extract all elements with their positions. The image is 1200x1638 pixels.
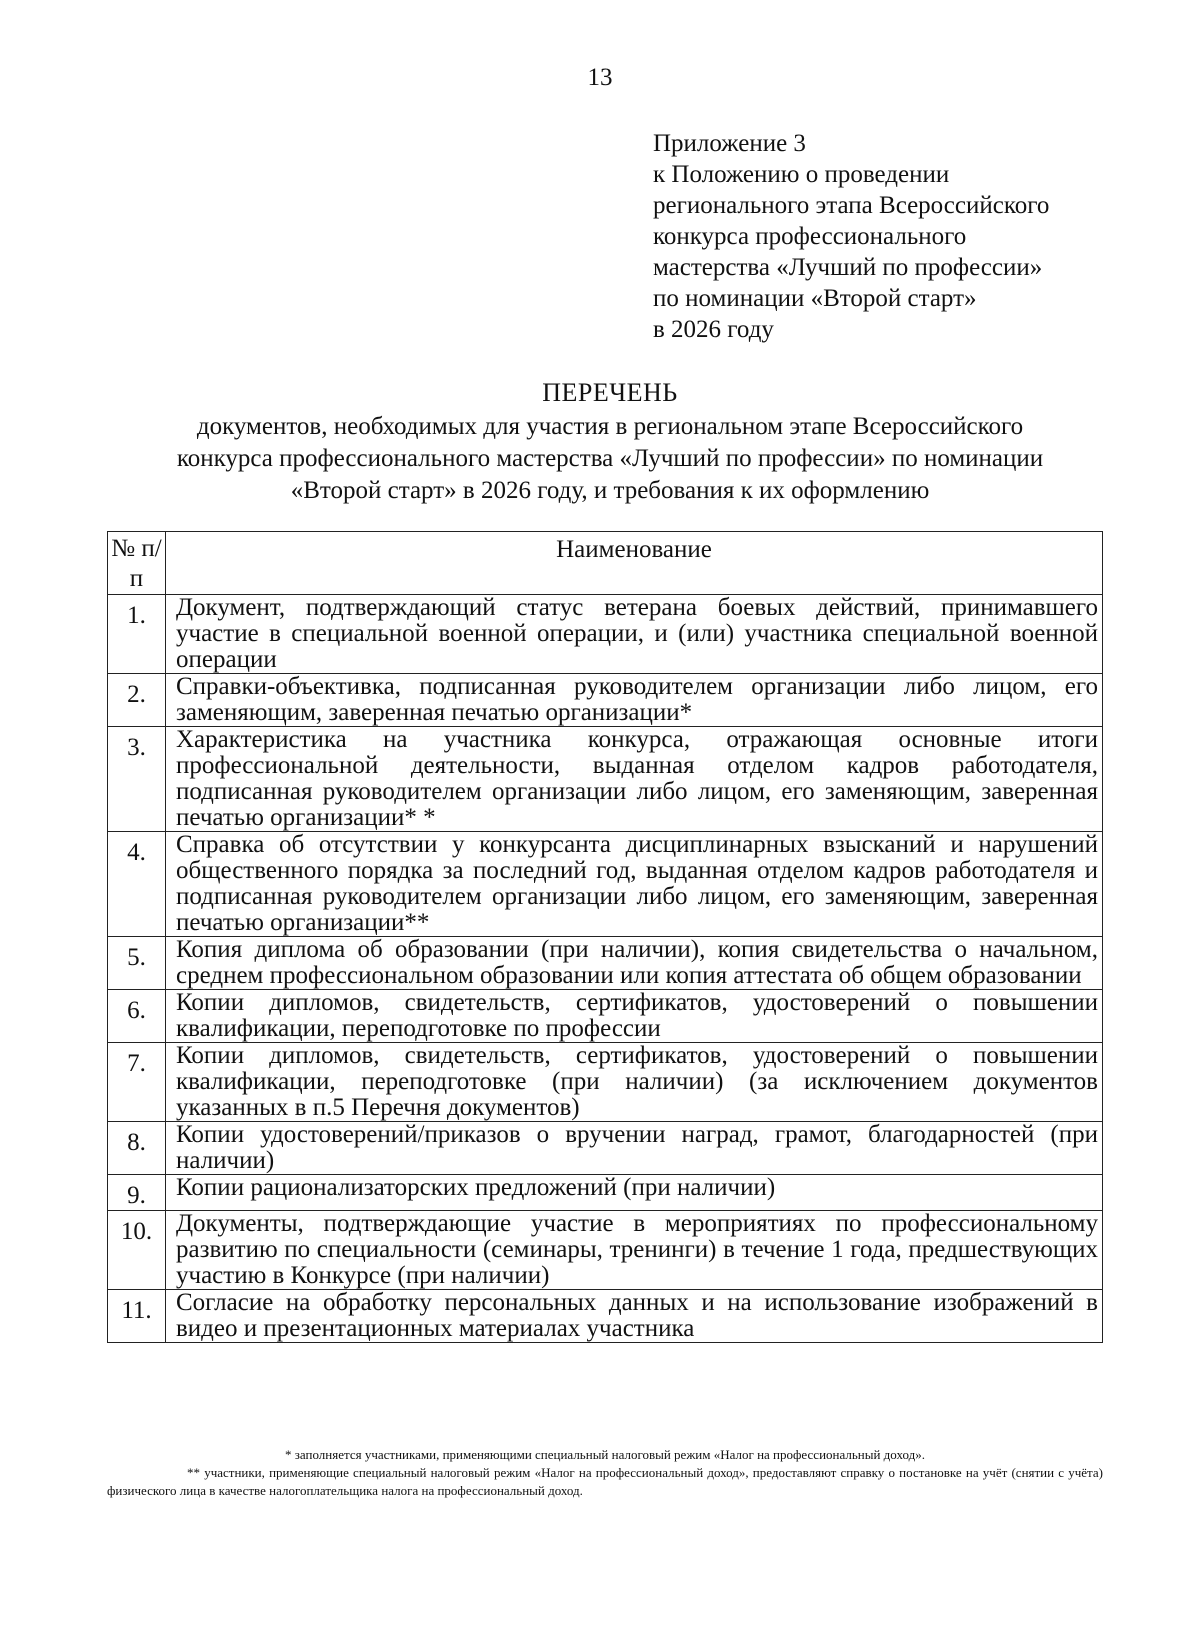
table-row bbox=[108, 727, 1103, 832]
table-row bbox=[108, 595, 1103, 674]
row-number: 5. bbox=[108, 937, 166, 990]
page-number: 13 bbox=[587, 64, 613, 91]
appendix-line: регионального этапа Всероссийского bbox=[653, 192, 1050, 219]
table-row bbox=[108, 1175, 1103, 1211]
row-text: Согласие на обработку персональных данных и на использование изображений в видео и презентационных материалах участника bbox=[166, 1290, 1103, 1343]
appendix-line: конкурса профессионального bbox=[653, 223, 967, 250]
row-number: 8. bbox=[108, 1122, 166, 1175]
table-row bbox=[108, 990, 1103, 1043]
subtitle-line: документов, необходимых для участия в региональном этапе Всероссийского bbox=[196, 413, 1024, 440]
table-row bbox=[108, 832, 1103, 937]
header-name: Наименование bbox=[166, 532, 1103, 595]
appendix-block bbox=[653, 128, 1173, 345]
row-number: 1. bbox=[108, 595, 166, 674]
row-number: 4. bbox=[108, 832, 166, 937]
table-row bbox=[108, 1043, 1103, 1122]
appendix-line: Приложение 3 bbox=[653, 130, 806, 157]
subtitle-line: «Второй старт» в 2026 году, и требования к их оформлению bbox=[290, 477, 930, 504]
row-text: Справка об отсутствии у конкурсанта дисциплинарных взысканий и нарушений общественного порядка за последний год, выданная отделом кадров работодателя и подписанная руководителем организации либо лицом, его заменяющим, заверенная печатью организации** bbox=[166, 832, 1103, 937]
appendix-line: к Положению о проведении bbox=[653, 161, 950, 188]
row-text: Документ, подтверждающий статус ветерана боевых действий, принимавшего участие в специальной военной операции, и (или) участника специальной военной операции bbox=[166, 595, 1103, 674]
table-row bbox=[108, 1122, 1103, 1175]
row-text: Характеристика на участника конкурса, отражающая основные итоги профессиональной деятельности, выданная отделом кадров работодателя, подписанная руководителем организации либо лицом, его заменяющим, заверенная печатью организации* * bbox=[166, 727, 1103, 832]
footnote-double-star: ** участники, применяющие специальный налоговый режим «Налог на профессиональный доход», предоставляют справку о постановке на учёт (снятии с учёта) физического лица в качестве налогоплательщика налога на профессиональный доход. bbox=[107, 1465, 1103, 1498]
appendix-line: мастерства «Лучший по профессии» bbox=[653, 254, 1043, 281]
row-number: 7. bbox=[108, 1043, 166, 1122]
row-number: 9. bbox=[108, 1175, 166, 1211]
row-text: Документы, подтверждающие участие в мероприятиях по профессиональному развитию по специальности (семинары, тренинги) в течение 1 года, предшествующих участию в Конкурсе (при наличии) bbox=[166, 1211, 1103, 1290]
row-text: Копия диплома об образовании (при наличии), копия свидетельства о начальном, среднем профессиональном образовании или копия аттестата об общем образовании bbox=[166, 937, 1103, 990]
row-text: Справки-объективка, подписанная руководителем организации либо лицом, его заменяющим, заверенная печатью организации* bbox=[166, 674, 1103, 727]
appendix-line: по номинации «Второй старт» bbox=[653, 285, 977, 312]
header-number: № п/п bbox=[108, 532, 166, 595]
footnote-single-star: * заполняется участниками, применяющими специальный налоговый режим «Налог на профессиональный доход». bbox=[285, 1447, 925, 1462]
appendix-line: в 2026 году bbox=[653, 316, 774, 343]
table-row bbox=[108, 937, 1103, 990]
row-text: Копии дипломов, свидетельств, сертификатов, удостоверений о повышении квалификации, переподготовке по профессии bbox=[166, 990, 1103, 1043]
row-text: Копии дипломов, свидетельств, сертификатов, удостоверений о повышении квалификации, переподготовке (при наличии) (за исключением документов указанных в п.5 Перечня документов) bbox=[166, 1043, 1103, 1122]
row-text: Копии рационализаторских предложений (при наличии) bbox=[166, 1175, 1103, 1211]
documents-table bbox=[107, 531, 1103, 1343]
row-number: 3. bbox=[108, 727, 166, 832]
row-number: 6. bbox=[108, 990, 166, 1043]
row-text: Копии удостоверений/приказов о вручении наград, грамот, благодарностей (при наличии) bbox=[166, 1122, 1103, 1175]
document-subtitle bbox=[100, 411, 1120, 507]
row-number: 2. bbox=[108, 674, 166, 727]
table-row bbox=[108, 1290, 1103, 1343]
document-heading: ПЕРЕЧЕНЬ bbox=[542, 378, 678, 407]
table-header-row bbox=[108, 532, 1103, 595]
row-number: 10. bbox=[108, 1211, 166, 1290]
subtitle-line: конкурса профессионального мастерства «Лучший по профессии» по номинации bbox=[176, 445, 1044, 472]
row-number: 11. bbox=[108, 1290, 166, 1343]
table-row bbox=[108, 674, 1103, 727]
table-row bbox=[108, 1211, 1103, 1290]
